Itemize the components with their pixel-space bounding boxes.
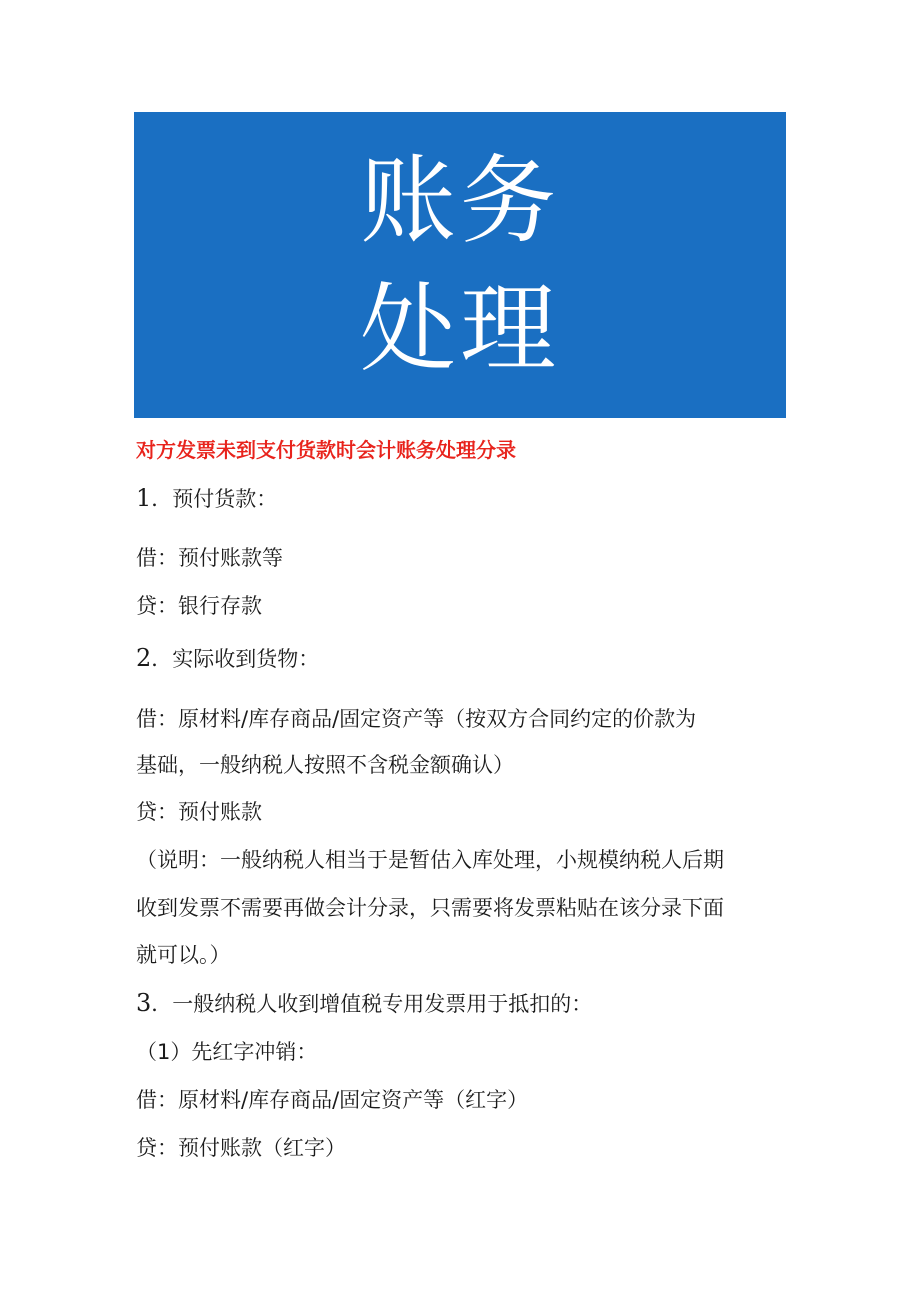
note-line: 收到发票不需要再做会计分录，只需要将发票粘贴在该分录下面 bbox=[136, 896, 724, 920]
section-heading: 对方发票未到支付货款时会计账务处理分录 bbox=[136, 438, 516, 462]
step-number: 1 bbox=[136, 484, 152, 512]
step-2-heading bbox=[136, 643, 319, 674]
step-1-heading bbox=[136, 483, 277, 514]
step-3-heading bbox=[136, 988, 592, 1019]
entry-credit: 贷：预付账款（红字） bbox=[136, 1136, 346, 1160]
entry-credit: 贷：银行存款 bbox=[136, 594, 262, 618]
step-text: ．一般纳税人收到增值税专用发票用于抵扣的： bbox=[151, 992, 593, 1016]
sub-step-heading: （1）先红字冲销： bbox=[136, 1040, 318, 1064]
entry-debit: 借：原材料/库存商品/固定资产等（红字） bbox=[136, 1088, 529, 1112]
entry-debit: 借：预付账款等 bbox=[136, 546, 283, 570]
step-number: 3 bbox=[136, 989, 152, 1017]
step-text: ．实际收到货物： bbox=[151, 647, 320, 671]
step-number: 2 bbox=[136, 644, 152, 672]
banner-title-line-1: 账务 bbox=[360, 145, 560, 257]
entry-credit: 贷：预付账款 bbox=[136, 800, 262, 824]
title-banner bbox=[134, 112, 786, 418]
entry-debit-continued: 基础，一般纳税人按照不含税金额确认） bbox=[136, 753, 514, 777]
banner-title-line-2: 处理 bbox=[360, 273, 560, 385]
note-line: 就可以。） bbox=[136, 943, 231, 967]
entry-debit: 借：原材料/库存商品/固定资产等（按双方合同约定的价款为 bbox=[136, 707, 697, 731]
note-line: （说明：一般纳税人相当于是暂估入库处理，小规模纳税人后期 bbox=[136, 848, 724, 872]
step-text: ．预付货款： bbox=[151, 487, 278, 511]
